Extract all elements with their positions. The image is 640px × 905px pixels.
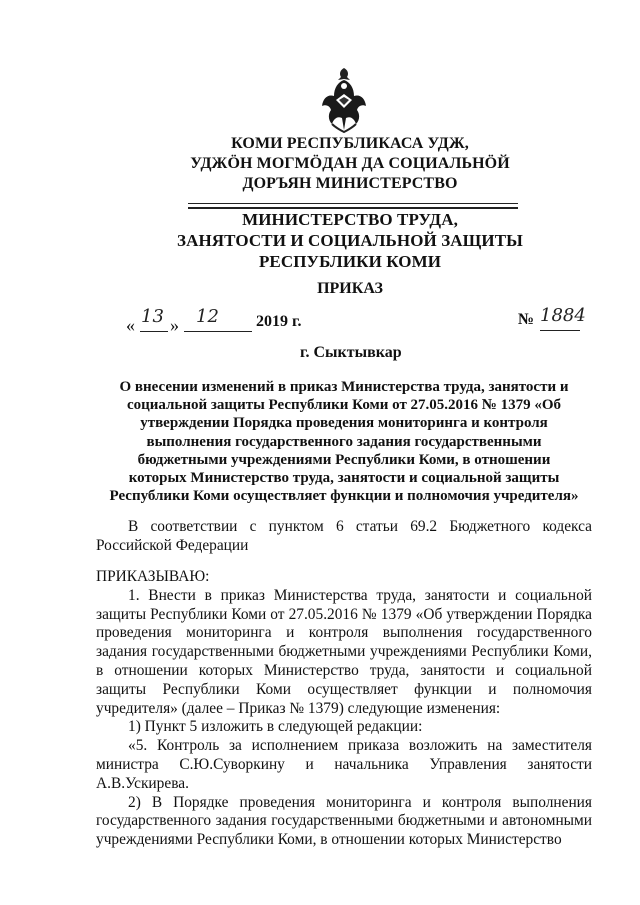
date-close-quote: » [170,315,179,335]
number-underline [540,330,580,331]
paragraph-1: 1. Внести в приказ Министерства труда, занятости и социальной защиты Республики Коми от 27.05.2016 № 1379 «Об утверждении Порядка проведения мониторинга и контроля выполнения государственного задания государственными бюджетными учреждениями Республики Коми, в отношении которых Министерство труда, занятости и социальной защиты Республики Коми осуществляет функции и полномочия учредителя» (далее – Приказ № 1379) следующие изменения: [96,586,592,717]
header-komi [120,134,580,194]
paragraph-2: 1) Пункт 5 изложить в следующей редакции: [128,718,423,736]
coat-of-arms-emblem [318,64,370,136]
document-subject [104,378,584,505]
subject-line: бюджетными учреждениями Республики Коми, в отношении [137,451,551,468]
order-word: ПРИКАЗЫВАЮ: [96,568,210,585]
date-open-quote: « [126,315,135,335]
date-day-underline [140,331,168,332]
header-russian-line: РЕСПУБЛИКИ КОМИ [258,252,442,271]
number-label: № [518,311,535,328]
date-month: 12 [196,306,219,327]
subject-line: О внесении изменений в приказ Министерства труда, занятости и [119,379,569,395]
header-komi-line: УДЖӦН МОГМӦДАН ДА СОЦИАЛЬНӦЙ [190,155,510,172]
header-divider-thin [188,203,518,204]
date-month-underline [184,331,252,332]
subject-line: Республики Коми осуществляет функции и полномочия учредителя» [109,488,579,505]
paragraph-3: «5. Контроль за исполнением приказа возложить на заместителя министра С.Ю.Суворкину и начальника Управления занятости А.В.Ускирева. [96,737,592,792]
header-russian-line: МИНИСТЕРСТВО ТРУДА, [242,210,458,229]
city: г. Сыктывкар [300,344,402,361]
date-year: 2019 г. [256,313,302,330]
paragraph-4: 2) В Порядке проведения мониторинга и контроля выполнения государственного задания государственными бюджетными и автономными учреждениями Республики Коми, в отношении которых Министерство [96,793,592,849]
header-russian-line: ЗАНЯТОСТИ И СОЦИАЛЬНОЙ ЗАЩИТЫ [177,231,523,250]
header-komi-line: ДОРЪЯН МИНИСТЕРСТВО [242,175,458,192]
document-number: 1884 [540,305,586,326]
date-day: 13 [141,306,164,327]
header-komi-line: КОМИ РЕСПУБЛИКАСА УДЖ, [231,135,469,152]
subject-line: которых Министерство труда, занятости и социальной защиты [128,470,560,487]
header-russian [120,209,580,272]
body-intro [96,518,592,556]
body-main [96,568,592,850]
subject-line: утверждении Порядка проведения мониторинга и контроля [140,415,548,432]
subject-line: выполнения государственного задания государственными [146,433,542,450]
document-type: ПРИКАЗ [317,280,383,297]
intro-paragraph: В соответствии с пунктом 6 статьи 69.2 Бюджетного кодекса Российской Федерации [96,518,592,554]
subject-line: социальной защиты Республики Коми от 27.05.2016 № 1379 «Об [126,397,562,414]
